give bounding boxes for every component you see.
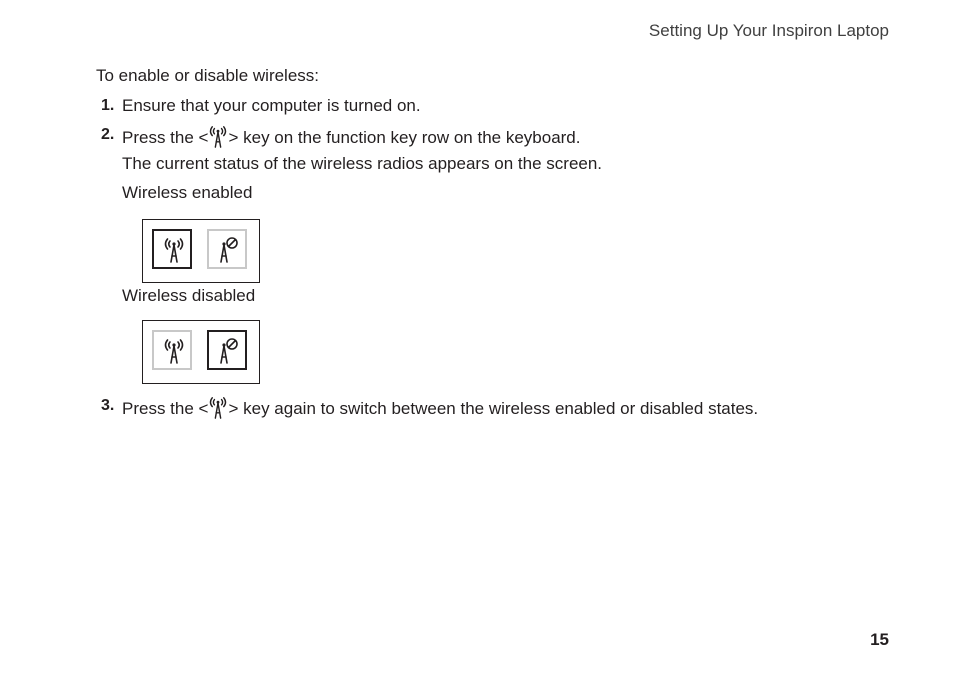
wireless-enabled-label: Wireless enabled xyxy=(122,183,253,202)
intro-text: To enable or disable wireless: xyxy=(96,66,320,85)
wireless-enabled-panel xyxy=(142,219,260,283)
step-1-text: Ensure that your computer is turned on. xyxy=(122,96,421,115)
wireless-on-key xyxy=(152,229,192,269)
wireless-antenna-icon xyxy=(163,237,185,263)
wireless-on-key xyxy=(152,330,192,370)
step-1-number: 1. xyxy=(101,97,115,114)
step-3-number: 3. xyxy=(101,397,115,414)
page-number: 15 xyxy=(870,630,889,649)
wireless-disabled-panel xyxy=(142,320,260,384)
wireless-off-icon xyxy=(218,237,240,263)
step-2-text xyxy=(122,125,581,148)
step-2-text-after: > key on the function key row on the keyboard. xyxy=(228,128,581,147)
page-header-title: Setting Up Your Inspiron Laptop xyxy=(648,21,889,40)
wireless-antenna-icon xyxy=(163,338,185,364)
step-3-text-before: Press the < xyxy=(122,399,209,418)
status-note: The current status of the wireless radios appears on the screen. xyxy=(122,154,603,173)
step-2-text-before: Press the < xyxy=(122,128,209,147)
wireless-disabled-label: Wireless disabled xyxy=(122,286,256,305)
wireless-antenna-icon xyxy=(208,125,228,148)
wireless-off-key xyxy=(207,330,247,370)
step-3-text xyxy=(122,396,758,419)
step-3-text-after: > key again to switch between the wireless enabled or disabled states. xyxy=(228,399,759,418)
wireless-off-key xyxy=(207,229,247,269)
wireless-off-icon xyxy=(218,338,240,364)
wireless-antenna-icon xyxy=(208,396,228,419)
step-2-number: 2. xyxy=(101,126,115,143)
